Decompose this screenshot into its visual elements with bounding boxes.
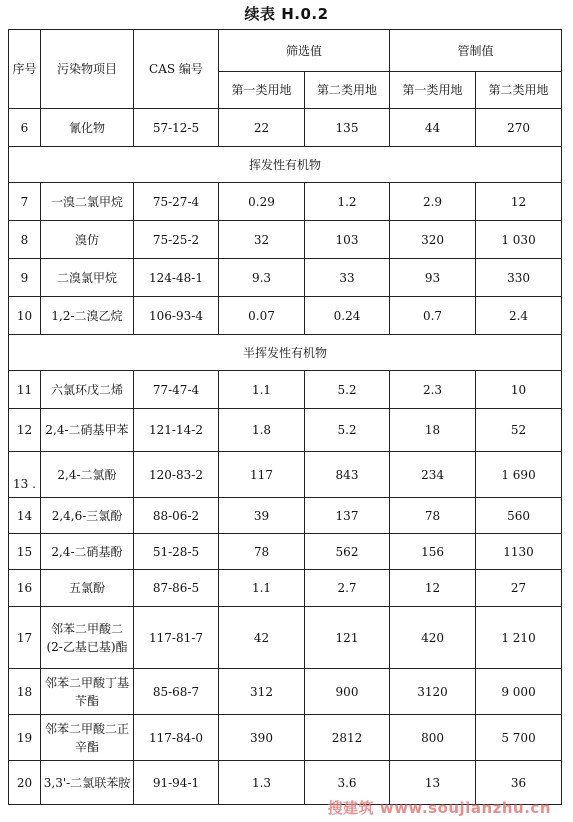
cell-screening-class2: 562: [305, 534, 390, 570]
table-row: [9, 570, 562, 607]
cell-no: 12: [9, 409, 41, 452]
cell-name: 2,4-二硝基酚: [41, 534, 134, 570]
cell-name: 2,4,6-三氯酚: [41, 498, 134, 534]
cell-control-class2: 27: [476, 570, 562, 607]
cell-screening-class1: 78: [219, 534, 305, 570]
cell-control-class2: 330: [476, 259, 562, 297]
cell-name: 溴仿: [41, 221, 134, 259]
cell-control-class1: 320: [390, 221, 476, 259]
cell-cas: 117-84-0: [134, 715, 219, 761]
cell-screening-class2: 843: [305, 452, 390, 498]
cell-screening-class2: 2812: [305, 715, 390, 761]
section-row: [9, 147, 562, 183]
cell-screening-class1: 1.1: [219, 371, 305, 409]
table-row: [9, 761, 562, 805]
table-row: [9, 259, 562, 297]
cell-control-class2: 270: [476, 109, 562, 147]
cell-cas: 51-28-5: [134, 534, 219, 570]
cell-control-class1: 420: [390, 607, 476, 669]
header-item: 污染物项目: [41, 30, 134, 109]
cell-name: 2,4-二氯酚: [41, 452, 134, 498]
header-screening: 筛选值: [219, 30, 390, 72]
cell-control-class2: 1130: [476, 534, 562, 570]
cell-control-class1: 78: [390, 498, 476, 534]
cell-cas: 117-81-7: [134, 607, 219, 669]
table-row: [9, 534, 562, 570]
section-voc-label: 挥发性有机物: [9, 147, 562, 183]
cell-screening-class1: 0.29: [219, 183, 305, 221]
cell-screening-class2: 0.24: [305, 297, 390, 335]
cell-control-class1: 156: [390, 534, 476, 570]
cell-screening-class1: 39: [219, 498, 305, 534]
header-control-class1: 第一类用地: [390, 72, 476, 109]
cell-cas: 91-94-1: [134, 761, 219, 805]
cell-screening-class2: 137: [305, 498, 390, 534]
cell-no: 14: [9, 498, 41, 534]
cell-control-class1: 18: [390, 409, 476, 452]
cell-control-class1: 93: [390, 259, 476, 297]
cell-screening-class2: 900: [305, 669, 390, 715]
cell-screening-class1: 1.3: [219, 761, 305, 805]
cell-control-class1: 2.3: [390, 371, 476, 409]
cell-screening-class1: 1.8: [219, 409, 305, 452]
table-row: [9, 371, 562, 409]
cell-screening-class2: 1.2: [305, 183, 390, 221]
cell-screening-class2: 135: [305, 109, 390, 147]
cell-no: 18: [9, 669, 41, 715]
cell-control-class2: 12: [476, 183, 562, 221]
header-control-class2: 第二类用地: [476, 72, 562, 109]
cell-no: 15: [9, 534, 41, 570]
cell-name: 一溴二氯甲烷: [41, 183, 134, 221]
cell-no: 17: [9, 607, 41, 669]
cell-screening-class1: 9.3: [219, 259, 305, 297]
cell-name: 五氯酚: [41, 570, 134, 607]
cell-control-class2: 1 210: [476, 607, 562, 669]
cell-no: 8: [9, 221, 41, 259]
cell-screening-class2: 103: [305, 221, 390, 259]
cell-cas: 120-83-2: [134, 452, 219, 498]
header-cas: CAS 编号: [134, 30, 219, 109]
cell-screening-class1: 0.07: [219, 297, 305, 335]
cell-control-class2: 52: [476, 409, 562, 452]
cell-name: 邻苯二甲酸二(2-乙基已基)酯: [41, 607, 134, 669]
pollutant-table: [8, 29, 562, 805]
cell-control-class2: 1 030: [476, 221, 562, 259]
cell-screening-class1: 42: [219, 607, 305, 669]
table-title: 续表 H.0.2: [244, 5, 329, 23]
cell-control-class2: 36: [476, 761, 562, 805]
cell-control-class1: 12: [390, 570, 476, 607]
table-row: [9, 221, 562, 259]
table-row: [9, 183, 562, 221]
cell-screening-class1: 22: [219, 109, 305, 147]
cell-cas: 75-27-4: [134, 183, 219, 221]
cell-cas: 124-48-1: [134, 259, 219, 297]
cell-screening-class2: 3.6: [305, 761, 390, 805]
cell-control-class1: 234: [390, 452, 476, 498]
cell-name: 1,2-二溴乙烷: [41, 297, 134, 335]
cell-cas: 121-14-2: [134, 409, 219, 452]
cell-control-class1: 3120: [390, 669, 476, 715]
table-row: [9, 498, 562, 534]
cell-name: 2,4-二硝基甲苯: [41, 409, 134, 452]
cell-no: 6: [9, 109, 41, 147]
cell-screening-class1: 32: [219, 221, 305, 259]
cell-screening-class1: 390: [219, 715, 305, 761]
table-row: [9, 669, 562, 715]
cell-cas: 75-25-2: [134, 221, 219, 259]
cell-screening-class2: 33: [305, 259, 390, 297]
cell-no: 10: [9, 297, 41, 335]
cell-control-class2: 10: [476, 371, 562, 409]
cell-control-class2: 5 700: [476, 715, 562, 761]
section-svoc-label: 半挥发性有机物: [9, 335, 562, 371]
site-watermark: 搜建筑 www.soujianzhu.cn: [327, 799, 551, 817]
cell-name: 3,3'-二氯联苯胺: [41, 761, 134, 805]
cell-screening-class2: 5.2: [305, 371, 390, 409]
cell-control-class1: 13: [390, 761, 476, 805]
header-screening-class2: 第二类用地: [305, 72, 390, 109]
cell-name: 六氯环戊二烯: [41, 371, 134, 409]
header-control: 管制值: [390, 30, 562, 72]
cell-control-class1: 0.7: [390, 297, 476, 335]
header-screening-class1: 第一类用地: [219, 72, 305, 109]
cell-no: 11: [9, 371, 41, 409]
cell-no: 19: [9, 715, 41, 761]
cell-no: 7: [9, 183, 41, 221]
cell-name: 氰化物: [41, 109, 134, 147]
cell-no: 16: [9, 570, 41, 607]
cell-name: 邻苯二甲酸二正辛酯: [41, 715, 134, 761]
cell-control-class1: 800: [390, 715, 476, 761]
cell-screening-class1: 117: [219, 452, 305, 498]
cell-screening-class1: 1.1: [219, 570, 305, 607]
cell-screening-class1: 312: [219, 669, 305, 715]
table-row: [9, 409, 562, 452]
table-row: [9, 452, 562, 498]
cell-cas: 57-12-5: [134, 109, 219, 147]
table-row: [9, 109, 562, 147]
table-row: [9, 297, 562, 335]
cell-control-class2: 560: [476, 498, 562, 534]
cell-name: 二溴氯甲烷: [41, 259, 134, 297]
cell-name: 邻苯二甲酸丁基苄酯: [41, 669, 134, 715]
cell-control-class2: 9 000: [476, 669, 562, 715]
cell-control-class1: 2.9: [390, 183, 476, 221]
cell-screening-class2: 5.2: [305, 409, 390, 452]
cell-no: 13 .: [9, 452, 41, 498]
cell-cas: 87-86-5: [134, 570, 219, 607]
cell-control-class1: 44: [390, 109, 476, 147]
cell-control-class2: 1 690: [476, 452, 562, 498]
cell-screening-class2: 121: [305, 607, 390, 669]
header-no: 序号: [9, 30, 41, 109]
cell-cas: 85-68-7: [134, 669, 219, 715]
cell-control-class2: 2.4: [476, 297, 562, 335]
table-row: [9, 715, 562, 761]
section-row: [9, 335, 562, 371]
cell-cas: 77-47-4: [134, 371, 219, 409]
table-row: [9, 607, 562, 669]
cell-screening-class2: 2.7: [305, 570, 390, 607]
cell-no: 20: [9, 761, 41, 805]
cell-no: 9: [9, 259, 41, 297]
cell-cas: 88-06-2: [134, 498, 219, 534]
cell-cas: 106-93-4: [134, 297, 219, 335]
